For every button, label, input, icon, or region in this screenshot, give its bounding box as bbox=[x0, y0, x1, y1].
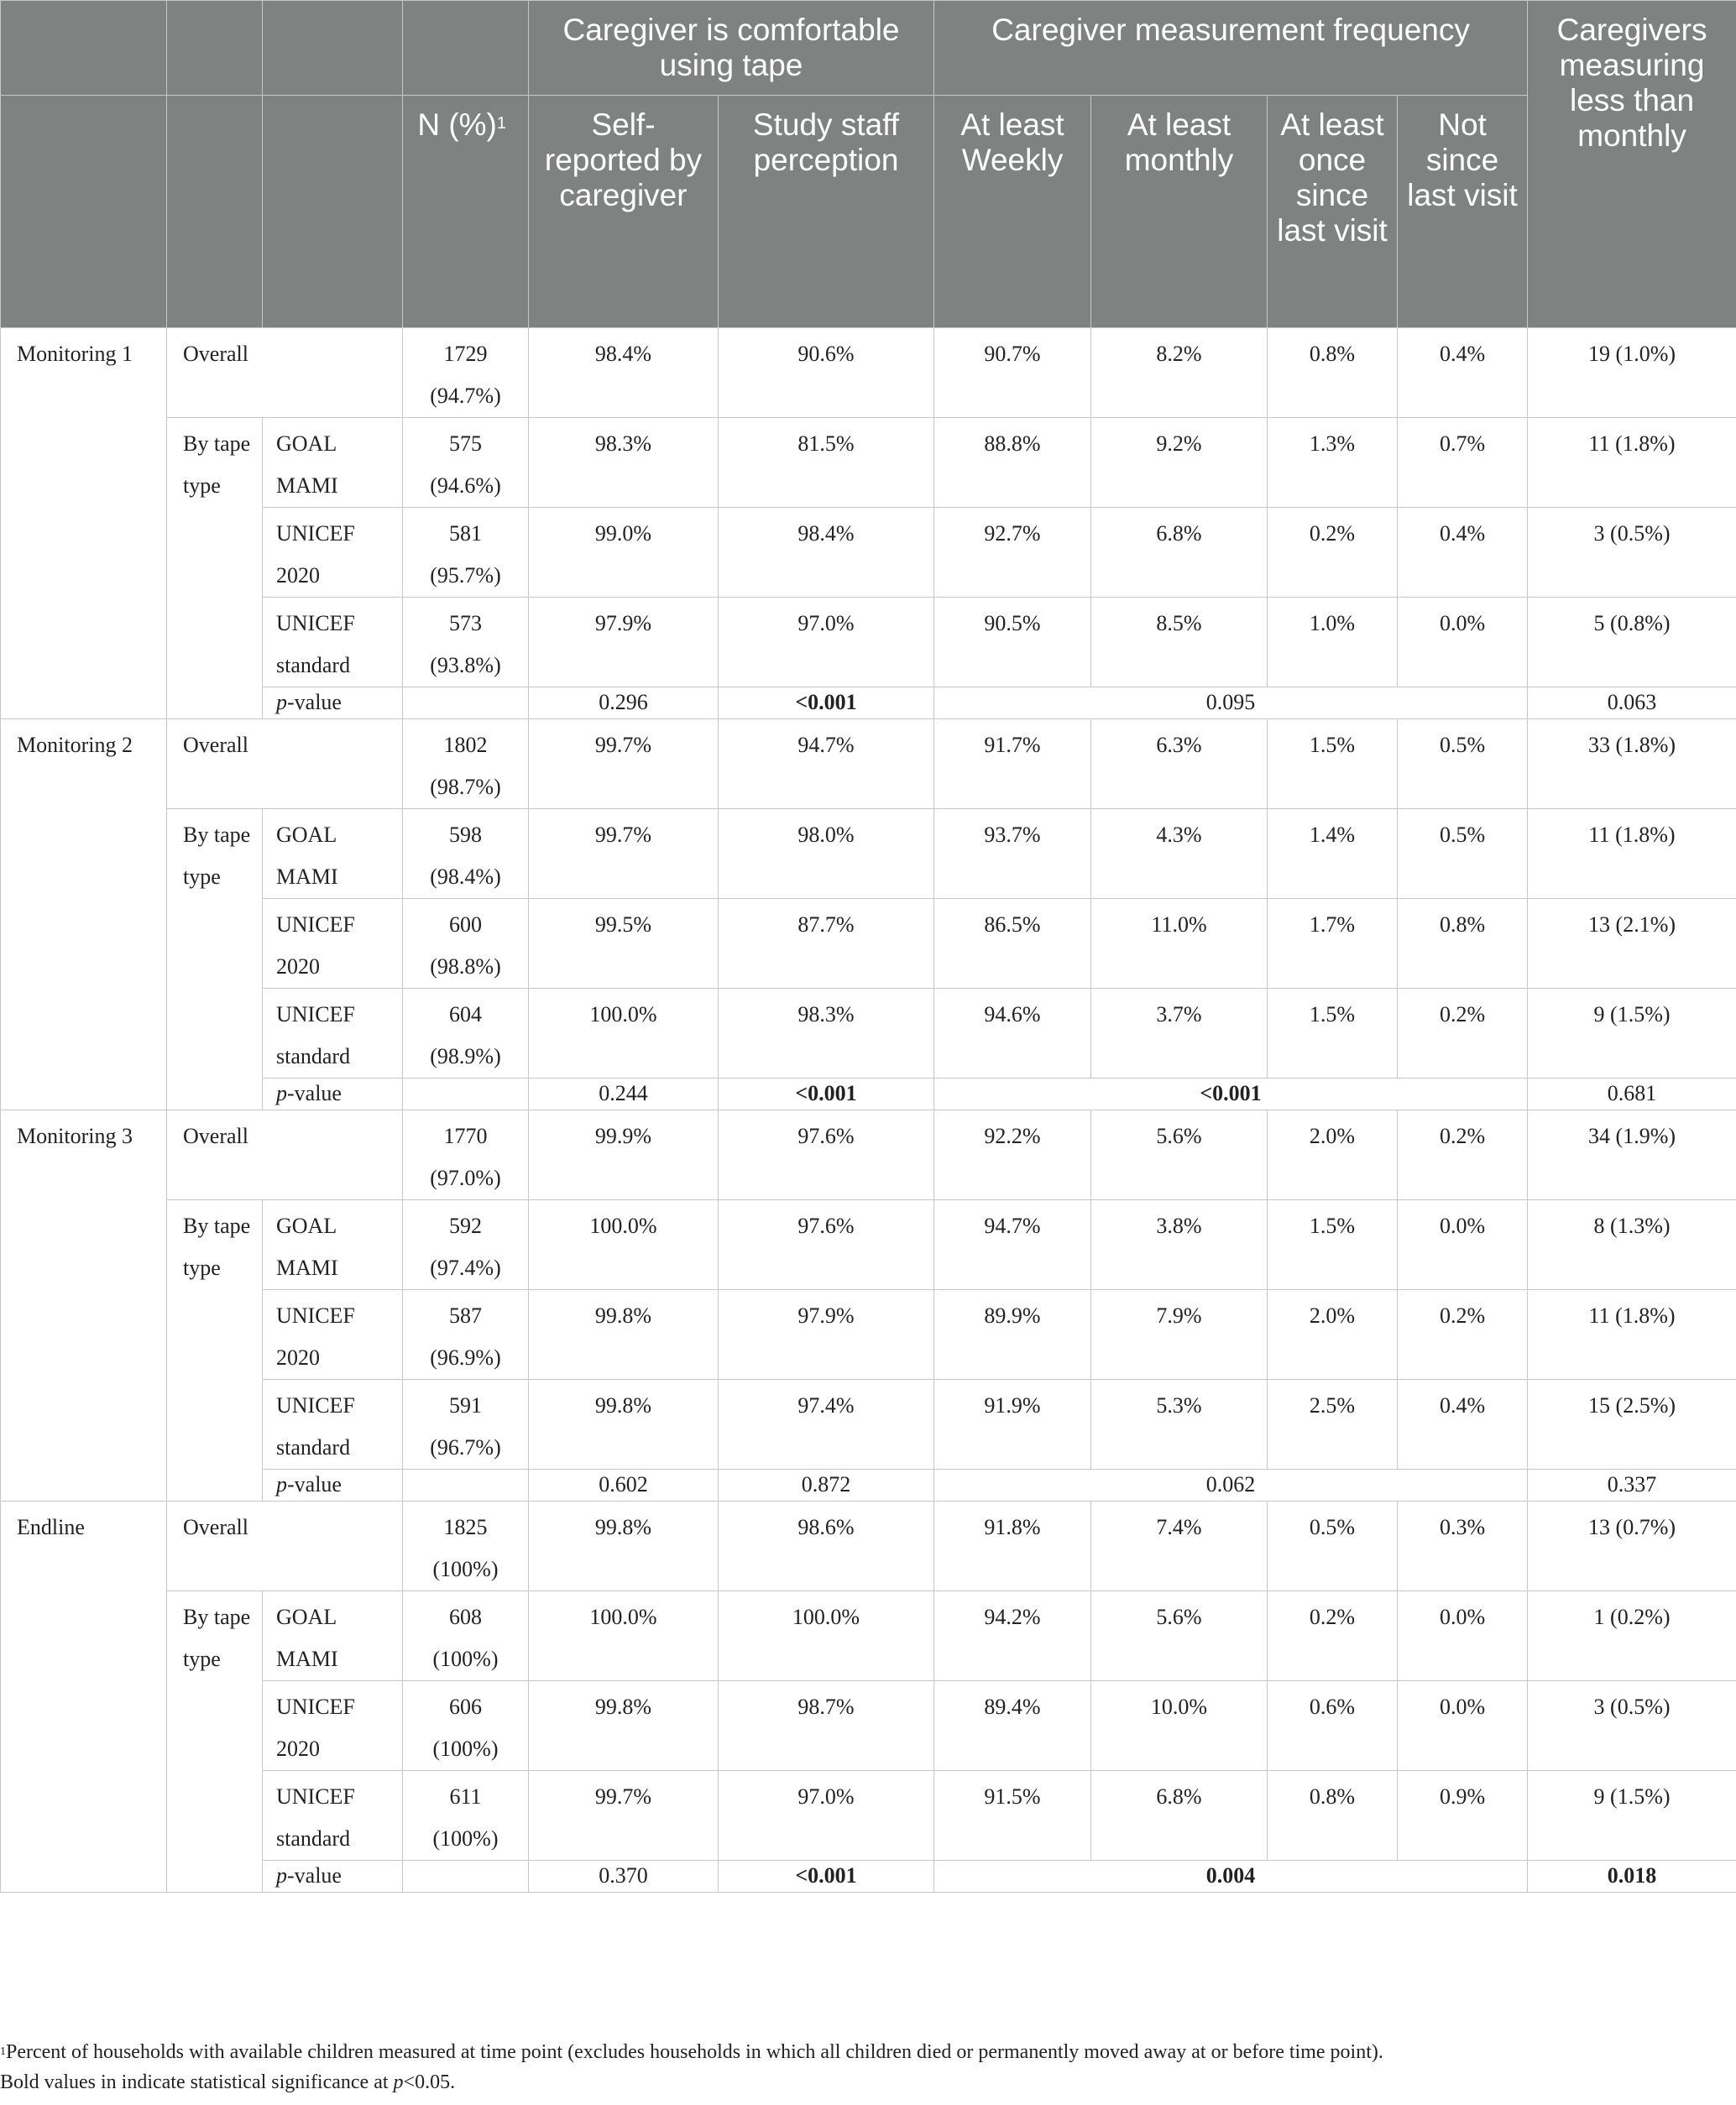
n-value: 592 bbox=[449, 1214, 482, 1238]
pvalue-empty-cell bbox=[403, 687, 529, 719]
n-value: 591 bbox=[449, 1393, 482, 1418]
col-header-n bbox=[403, 96, 529, 328]
value-cell-staff: 90.6% bbox=[719, 328, 934, 418]
pvalue-less-text: 0.681 bbox=[1607, 1081, 1657, 1105]
tape-name: UNICEF 2020 bbox=[263, 1681, 403, 1771]
table-row bbox=[1, 1110, 1736, 1200]
value-cell-monthly: 5.6% bbox=[1091, 1591, 1268, 1681]
pvalue-label-italic: p bbox=[276, 1472, 287, 1496]
pvalue-freq-text: <0.001 bbox=[1200, 1081, 1262, 1105]
value-cell-staff: 97.6% bbox=[719, 1110, 934, 1200]
header-empty-cell bbox=[403, 1, 529, 96]
value-cell-once: 1.4% bbox=[1268, 809, 1398, 899]
value-cell-weekly: 91.7% bbox=[934, 719, 1091, 809]
n-pct-cell bbox=[403, 1110, 529, 1200]
col-header-less-monthly: Caregivers measuring less than monthly bbox=[1528, 1, 1736, 328]
value-cell-self: 99.8% bbox=[529, 1380, 719, 1470]
col-header-not-since: Not since last visit bbox=[1398, 96, 1528, 328]
value-cell-weekly: 91.5% bbox=[934, 1771, 1091, 1861]
value-cell-once: 2.0% bbox=[1268, 1290, 1398, 1380]
pvalue-staff-text: <0.001 bbox=[795, 690, 857, 714]
value-cell-staff: 81.5% bbox=[719, 418, 934, 508]
pvalue-self bbox=[529, 1470, 719, 1502]
value-cell-monthly: 10.0% bbox=[1091, 1681, 1268, 1771]
value-cell-self: 99.7% bbox=[529, 719, 719, 809]
footnote-1-text: Percent of households with available children measured at time point (excludes households in which all children died or permanently moved away at or before time point). bbox=[6, 2041, 1383, 2063]
value-cell-once: 1.3% bbox=[1268, 418, 1398, 508]
value-cell-weekly: 94.6% bbox=[934, 989, 1091, 1079]
tape-name: GOAL MAMI bbox=[263, 1200, 403, 1290]
n-value: 1802 bbox=[443, 733, 488, 757]
pvalue-staff bbox=[719, 1861, 934, 1893]
value-cell-monthly: 8.5% bbox=[1091, 598, 1268, 687]
pvalue-staff-text: <0.001 bbox=[795, 1863, 857, 1888]
pvalue-freq bbox=[934, 1470, 1528, 1502]
table-row bbox=[1, 1591, 1736, 1681]
value-cell-self: 97.9% bbox=[529, 598, 719, 687]
table-body bbox=[1, 328, 1736, 1893]
value-cell-not: 0.0% bbox=[1398, 1200, 1528, 1290]
pct-value: (98.7%) bbox=[430, 775, 501, 799]
value-cell-weekly: 93.7% bbox=[934, 809, 1091, 899]
col-header-self-reported: Self-reported by caregiver bbox=[529, 96, 719, 328]
value-cell-monthly: 8.2% bbox=[1091, 328, 1268, 418]
pvalue-label bbox=[263, 687, 403, 719]
value-cell-staff: 97.4% bbox=[719, 1380, 934, 1470]
value-cell-less: 3 (0.5%) bbox=[1528, 1681, 1736, 1771]
tape-name: GOAL MAMI bbox=[263, 1591, 403, 1681]
n-value: 573 bbox=[449, 611, 482, 635]
value-cell-weekly: 89.4% bbox=[934, 1681, 1091, 1771]
value-cell-monthly: 9.2% bbox=[1091, 418, 1268, 508]
pvalue-less bbox=[1528, 1079, 1736, 1110]
value-cell-weekly: 90.7% bbox=[934, 328, 1091, 418]
table-row bbox=[1, 328, 1736, 418]
tape-name: UNICEF standard bbox=[263, 1771, 403, 1861]
value-cell-less: 11 (1.8%) bbox=[1528, 1290, 1736, 1380]
footnote-1 bbox=[0, 2040, 1383, 2065]
pvalue-self bbox=[529, 1861, 719, 1893]
n-value: 600 bbox=[449, 912, 482, 937]
table-row bbox=[1, 1200, 1736, 1290]
value-cell-not: 0.9% bbox=[1398, 1771, 1528, 1861]
group-header-frequency: Caregiver measurement frequency bbox=[934, 1, 1528, 96]
value-cell-less: 13 (0.7%) bbox=[1528, 1502, 1736, 1591]
by-tape-type-label: By tape type bbox=[167, 418, 263, 719]
pvalue-label bbox=[263, 1470, 403, 1502]
value-cell-staff: 98.4% bbox=[719, 508, 934, 598]
footnote-marker: 1 bbox=[496, 114, 506, 133]
value-cell-not: 0.4% bbox=[1398, 328, 1528, 418]
n-value: 1770 bbox=[443, 1124, 488, 1148]
value-cell-staff: 98.3% bbox=[719, 989, 934, 1079]
value-cell-self: 98.4% bbox=[529, 328, 719, 418]
value-cell-weekly: 94.7% bbox=[934, 1200, 1091, 1290]
value-cell-not: 0.0% bbox=[1398, 1591, 1528, 1681]
value-cell-less: 8 (1.3%) bbox=[1528, 1200, 1736, 1290]
table-row bbox=[1, 418, 1736, 508]
value-cell-weekly: 91.8% bbox=[934, 1502, 1091, 1591]
value-cell-less: 13 (2.1%) bbox=[1528, 899, 1736, 989]
value-cell-once: 0.2% bbox=[1268, 1591, 1398, 1681]
header-empty-cell bbox=[263, 96, 403, 328]
pvalue-empty-cell bbox=[403, 1470, 529, 1502]
pvalue-self bbox=[529, 1079, 719, 1110]
value-cell-staff: 97.0% bbox=[719, 598, 934, 687]
value-cell-self: 99.8% bbox=[529, 1502, 719, 1591]
value-cell-staff: 100.0% bbox=[719, 1591, 934, 1681]
n-pct-cell bbox=[403, 1681, 529, 1771]
col-header-weekly: At least Weekly bbox=[934, 96, 1091, 328]
value-cell-less: 9 (1.5%) bbox=[1528, 989, 1736, 1079]
table-row bbox=[1, 1502, 1736, 1591]
pct-value: (93.8%) bbox=[430, 653, 501, 677]
value-cell-self: 99.8% bbox=[529, 1290, 719, 1380]
tape-name: UNICEF 2020 bbox=[263, 1290, 403, 1380]
value-cell-self: 98.3% bbox=[529, 418, 719, 508]
value-cell-less: 19 (1.0%) bbox=[1528, 328, 1736, 418]
col-header-n-label: N (%) bbox=[417, 107, 497, 142]
value-cell-staff: 97.6% bbox=[719, 1200, 934, 1290]
tape-name: UNICEF 2020 bbox=[263, 508, 403, 598]
tape-name: UNICEF standard bbox=[263, 1380, 403, 1470]
value-cell-monthly: 6.3% bbox=[1091, 719, 1268, 809]
value-cell-once: 2.0% bbox=[1268, 1110, 1398, 1200]
value-cell-self: 99.7% bbox=[529, 1771, 719, 1861]
n-pct-cell bbox=[403, 1502, 529, 1591]
n-pct-cell bbox=[403, 508, 529, 598]
pct-value: (97.0%) bbox=[430, 1166, 501, 1190]
value-cell-not: 0.8% bbox=[1398, 899, 1528, 989]
pct-value: (98.8%) bbox=[430, 954, 501, 979]
value-cell-not: 0.2% bbox=[1398, 1290, 1528, 1380]
pvalue-self-text: 0.244 bbox=[599, 1081, 648, 1105]
header-empty-cell bbox=[167, 96, 263, 328]
value-cell-less: 1 (0.2%) bbox=[1528, 1591, 1736, 1681]
pct-value: (96.7%) bbox=[430, 1435, 501, 1460]
header-empty-cell bbox=[1, 96, 167, 328]
value-cell-self: 99.7% bbox=[529, 809, 719, 899]
value-cell-monthly: 7.4% bbox=[1091, 1502, 1268, 1591]
pvalue-label-italic: p bbox=[276, 1081, 287, 1105]
n-value: 606 bbox=[449, 1695, 482, 1719]
pvalue-empty-cell bbox=[403, 1861, 529, 1893]
timepoint-label: Monitoring 3 bbox=[1, 1110, 167, 1502]
n-value: 608 bbox=[449, 1605, 482, 1629]
pvalue-less bbox=[1528, 1861, 1736, 1893]
value-cell-monthly: 5.3% bbox=[1091, 1380, 1268, 1470]
col-header-staff-perception: Study staff perception bbox=[719, 96, 934, 328]
pvalue-staff bbox=[719, 687, 934, 719]
n-value: 1729 bbox=[443, 342, 488, 366]
pvalue-label bbox=[263, 1861, 403, 1893]
pvalue-label-rest: -value bbox=[287, 1863, 342, 1888]
value-cell-once: 1.7% bbox=[1268, 899, 1398, 989]
n-pct-cell bbox=[403, 598, 529, 687]
n-pct-cell bbox=[403, 809, 529, 899]
value-cell-not: 0.4% bbox=[1398, 1380, 1528, 1470]
pvalue-label-rest: -value bbox=[287, 1081, 342, 1105]
pvalue-staff-text: 0.872 bbox=[801, 1472, 851, 1496]
value-cell-weekly: 90.5% bbox=[934, 598, 1091, 687]
value-cell-staff: 87.7% bbox=[719, 899, 934, 989]
n-value: 587 bbox=[449, 1303, 482, 1328]
value-cell-weekly: 92.7% bbox=[934, 508, 1091, 598]
footnote-2-suffix: <0.05. bbox=[403, 2071, 456, 2093]
value-cell-staff: 98.6% bbox=[719, 1502, 934, 1591]
value-cell-self: 99.9% bbox=[529, 1110, 719, 1200]
value-cell-self: 100.0% bbox=[529, 989, 719, 1079]
pvalue-freq-text: 0.004 bbox=[1205, 1863, 1256, 1888]
footnote-2-prefix: Bold values in indicate statistical significance at bbox=[0, 2071, 394, 2093]
pct-value: (97.4%) bbox=[430, 1256, 501, 1280]
footnote-1-marker: 1 bbox=[0, 2045, 6, 2058]
overall-label: Overall bbox=[167, 1110, 403, 1200]
value-cell-once: 0.8% bbox=[1268, 1771, 1398, 1861]
overall-label: Overall bbox=[167, 719, 403, 809]
tape-name: GOAL MAMI bbox=[263, 809, 403, 899]
n-value: 1825 bbox=[443, 1515, 488, 1539]
pct-value: (96.9%) bbox=[430, 1345, 501, 1370]
n-value: 598 bbox=[449, 823, 482, 847]
value-cell-less: 5 (0.8%) bbox=[1528, 598, 1736, 687]
value-cell-once: 0.5% bbox=[1268, 1502, 1398, 1591]
header-empty-cell bbox=[1, 1, 167, 96]
pvalue-label-italic: p bbox=[276, 690, 287, 714]
n-pct-cell bbox=[403, 1200, 529, 1290]
pvalue-staff bbox=[719, 1079, 934, 1110]
pct-value: (94.6%) bbox=[430, 473, 501, 498]
pct-value: (98.4%) bbox=[430, 864, 501, 889]
by-tape-type-label: By tape type bbox=[167, 1591, 263, 1893]
overall-label: Overall bbox=[167, 1502, 403, 1591]
pct-value: (100%) bbox=[432, 1737, 499, 1761]
value-cell-weekly: 92.2% bbox=[934, 1110, 1091, 1200]
n-pct-cell bbox=[403, 1380, 529, 1470]
timepoint-label: Endline bbox=[1, 1502, 167, 1893]
value-cell-once: 1.5% bbox=[1268, 989, 1398, 1079]
pvalue-freq-text: 0.062 bbox=[1205, 1472, 1256, 1496]
value-cell-self: 99.0% bbox=[529, 508, 719, 598]
value-cell-not: 0.5% bbox=[1398, 809, 1528, 899]
n-pct-cell bbox=[403, 1771, 529, 1861]
pvalue-label-rest: -value bbox=[287, 690, 342, 714]
value-cell-less: 34 (1.9%) bbox=[1528, 1110, 1736, 1200]
pct-value: (98.9%) bbox=[430, 1044, 501, 1068]
pvalue-self-text: 0.296 bbox=[599, 690, 648, 714]
value-cell-less: 33 (1.8%) bbox=[1528, 719, 1736, 809]
value-cell-staff: 97.9% bbox=[719, 1290, 934, 1380]
footnote-2 bbox=[0, 2070, 455, 2095]
pvalue-freq-text: 0.095 bbox=[1205, 690, 1256, 714]
value-cell-self: 99.5% bbox=[529, 899, 719, 989]
n-pct-cell bbox=[403, 899, 529, 989]
tape-name: UNICEF standard bbox=[263, 989, 403, 1079]
pvalue-self bbox=[529, 687, 719, 719]
value-cell-once: 0.2% bbox=[1268, 508, 1398, 598]
value-cell-staff: 98.7% bbox=[719, 1681, 934, 1771]
value-cell-self: 99.8% bbox=[529, 1681, 719, 1771]
value-cell-less: 11 (1.8%) bbox=[1528, 809, 1736, 899]
pvalue-label bbox=[263, 1079, 403, 1110]
pvalue-freq bbox=[934, 1079, 1528, 1110]
value-cell-not: 0.0% bbox=[1398, 1681, 1528, 1771]
value-cell-self: 100.0% bbox=[529, 1200, 719, 1290]
value-cell-weekly: 86.5% bbox=[934, 899, 1091, 989]
pvalue-label-rest: -value bbox=[287, 1472, 342, 1496]
value-cell-not: 0.3% bbox=[1398, 1502, 1528, 1591]
value-cell-less: 3 (0.5%) bbox=[1528, 508, 1736, 598]
value-cell-once: 2.5% bbox=[1268, 1380, 1398, 1470]
pvalue-empty-cell bbox=[403, 1079, 529, 1110]
by-tape-type-label: By tape type bbox=[167, 809, 263, 1110]
header-empty-cell bbox=[263, 1, 403, 96]
value-cell-less: 9 (1.5%) bbox=[1528, 1771, 1736, 1861]
value-cell-monthly: 6.8% bbox=[1091, 1771, 1268, 1861]
tape-name: UNICEF standard bbox=[263, 598, 403, 687]
value-cell-less: 15 (2.5%) bbox=[1528, 1380, 1736, 1470]
value-cell-self: 100.0% bbox=[529, 1591, 719, 1681]
n-value: 611 bbox=[449, 1784, 482, 1809]
timepoint-label: Monitoring 1 bbox=[1, 328, 167, 719]
value-cell-monthly: 3.7% bbox=[1091, 989, 1268, 1079]
value-cell-weekly: 91.9% bbox=[934, 1380, 1091, 1470]
header-empty-cell bbox=[167, 1, 263, 96]
pvalue-staff bbox=[719, 1470, 934, 1502]
pvalue-staff-text: <0.001 bbox=[795, 1081, 857, 1105]
value-cell-monthly: 3.8% bbox=[1091, 1200, 1268, 1290]
pvalue-less-text: 0.337 bbox=[1607, 1472, 1657, 1496]
n-pct-cell bbox=[403, 328, 529, 418]
n-pct-cell bbox=[403, 1290, 529, 1380]
value-cell-weekly: 94.2% bbox=[934, 1591, 1091, 1681]
value-cell-not: 0.4% bbox=[1398, 508, 1528, 598]
tape-name: GOAL MAMI bbox=[263, 418, 403, 508]
value-cell-monthly: 5.6% bbox=[1091, 1110, 1268, 1200]
table-header bbox=[1, 1, 1736, 328]
value-cell-once: 0.8% bbox=[1268, 328, 1398, 418]
value-cell-monthly: 11.0% bbox=[1091, 899, 1268, 989]
value-cell-monthly: 6.8% bbox=[1091, 508, 1268, 598]
pct-value: (94.7%) bbox=[430, 384, 501, 408]
n-value: 575 bbox=[449, 431, 482, 456]
n-value: 604 bbox=[449, 1002, 482, 1026]
value-cell-monthly: 7.9% bbox=[1091, 1290, 1268, 1380]
by-tape-type-label: By tape type bbox=[167, 1200, 263, 1502]
pct-value: (100%) bbox=[432, 1557, 499, 1581]
value-cell-weekly: 88.8% bbox=[934, 418, 1091, 508]
n-pct-cell bbox=[403, 418, 529, 508]
pvalue-freq bbox=[934, 1861, 1528, 1893]
group-header-comfortable: Caregiver is comfortable using tape bbox=[529, 1, 934, 96]
n-value: 581 bbox=[449, 521, 482, 546]
n-pct-cell bbox=[403, 719, 529, 809]
value-cell-not: 0.7% bbox=[1398, 418, 1528, 508]
n-pct-cell bbox=[403, 1591, 529, 1681]
footnote-2-p-italic: p bbox=[393, 2071, 404, 2093]
value-cell-weekly: 89.9% bbox=[934, 1290, 1091, 1380]
pvalue-self-text: 0.370 bbox=[599, 1863, 648, 1888]
pct-value: (100%) bbox=[432, 1826, 499, 1851]
value-cell-staff: 97.0% bbox=[719, 1771, 934, 1861]
value-cell-once: 1.5% bbox=[1268, 1200, 1398, 1290]
value-cell-not: 0.0% bbox=[1398, 598, 1528, 687]
value-cell-staff: 94.7% bbox=[719, 719, 934, 809]
col-header-monthly: At least monthly bbox=[1091, 96, 1268, 328]
timepoint-label: Monitoring 2 bbox=[1, 719, 167, 1110]
pvalue-less bbox=[1528, 1470, 1736, 1502]
n-pct-cell bbox=[403, 989, 529, 1079]
value-cell-monthly: 4.3% bbox=[1091, 809, 1268, 899]
value-cell-not: 0.2% bbox=[1398, 1110, 1528, 1200]
value-cell-staff: 98.0% bbox=[719, 809, 934, 899]
value-cell-once: 0.6% bbox=[1268, 1681, 1398, 1771]
pvalue-less bbox=[1528, 687, 1736, 719]
value-cell-not: 0.5% bbox=[1398, 719, 1528, 809]
pvalue-label-italic: p bbox=[276, 1863, 287, 1888]
table-row bbox=[1, 719, 1736, 809]
value-cell-less: 11 (1.8%) bbox=[1528, 418, 1736, 508]
table-row bbox=[1, 809, 1736, 899]
pvalue-less-text: 0.063 bbox=[1607, 690, 1657, 714]
pvalue-self-text: 0.602 bbox=[599, 1472, 648, 1496]
tape-name: UNICEF 2020 bbox=[263, 899, 403, 989]
value-cell-once: 1.0% bbox=[1268, 598, 1398, 687]
col-header-once: At least once since last visit bbox=[1268, 96, 1398, 328]
overall-label: Overall bbox=[167, 328, 403, 418]
value-cell-once: 1.5% bbox=[1268, 719, 1398, 809]
value-cell-not: 0.2% bbox=[1398, 989, 1528, 1079]
pct-value: (100%) bbox=[432, 1647, 499, 1671]
pct-value: (95.7%) bbox=[430, 563, 501, 588]
pvalue-less-text: 0.018 bbox=[1607, 1863, 1657, 1888]
pvalue-freq bbox=[934, 687, 1528, 719]
